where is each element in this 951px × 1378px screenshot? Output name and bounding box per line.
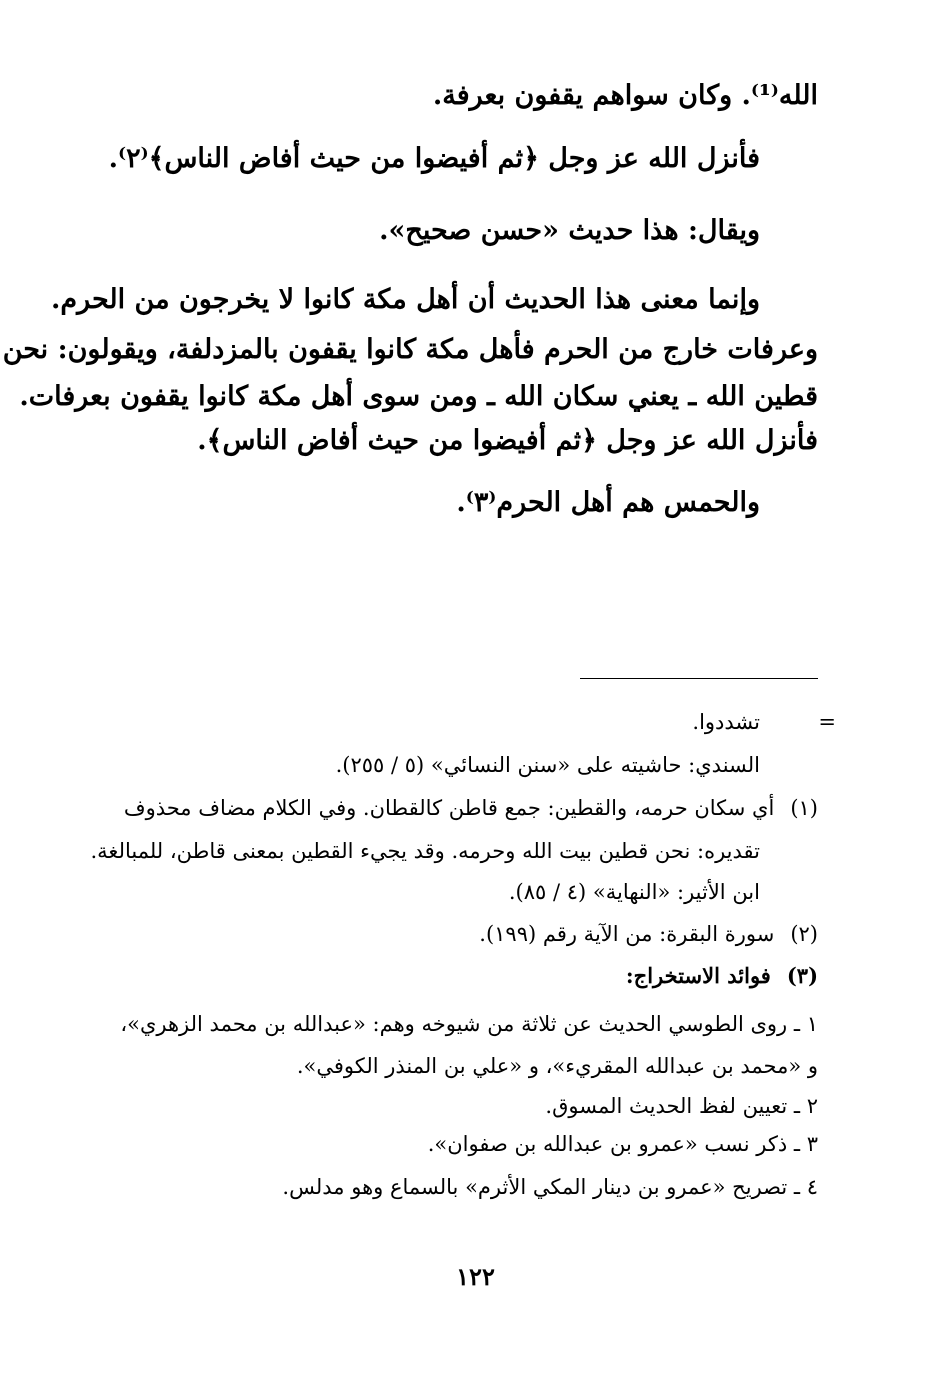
footnote-continuation-line-2: السندي: حاشيته على «سنن النسائي» (٥ / ٢٥٥).: [335, 753, 760, 777]
footnote-1-line-2: تقديره: نحن قطين بيت الله وحرمه. وقد يجيء القطين بمعنى قاطن، للمبالغة.: [90, 839, 760, 863]
footnote-3-title: فوائد الاستخراج:: [625, 963, 771, 988]
footnote-continuation-line-1: تشددوا.: [692, 710, 760, 734]
footnote-1-text: أي سكان حرمه، والقطين: جمع قاطن كالقطان. وفي الكلام مضاف محذوف: [123, 796, 775, 820]
main-text-line-1: الله⁽¹⁾. وكان سواهم يقفون بعرفة.: [432, 80, 818, 111]
extraction-benefit-3: ٣ ـ ذكر نسب «عمرو بن عبدالله بن صفوان».: [427, 1132, 818, 1156]
footnote-divider: [580, 678, 818, 679]
footnote-number-3: (٣): [786, 963, 818, 988]
footnote-3-heading: [626, 960, 818, 992]
extraction-benefit-1-line-1: ١ ـ روى الطوسي الحديث عن ثلاثة من شيوخه وهم: «عبدالله بن محمد الزهري»،: [120, 1012, 818, 1036]
extraction-benefit-2: ٢ ـ تعيين لفظ الحديث المسوق.: [545, 1094, 818, 1118]
main-text-line-7: فأنزل الله عز وجل ﴿ثم أفيضوا من حيث أفاض الناس﴾.: [197, 425, 818, 456]
main-text-line-2: فأنزل الله عز وجل ﴿ثم أفيضوا من حيث أفاض الناس﴾⁽٢⁾.: [108, 143, 760, 174]
main-text-line-5: وعرفات خارج من الحرم فأهل مكة كانوا يقفون بالمزدلفة، ويقولون: نحن: [2, 334, 818, 365]
footnote-2-text: سورة البقرة: من الآية رقم (١٩٩).: [479, 922, 775, 946]
footnote-1-line-3: ابن الأثير: «النهاية» (٤ / ٨٥).: [508, 880, 760, 904]
main-text-line-6: قطين الله ـ يعني سكان الله ـ ومن سوى أهل مكة كانوا يقفون بعرفات.: [19, 381, 818, 412]
footnote-1-line-1: [124, 792, 818, 824]
main-text-line-8: والحمس هم أهل الحرم⁽٣⁾.: [456, 487, 760, 518]
footnote-2-line: [479, 918, 818, 950]
main-text-line-4: وإنما معنى هذا الحديث أن أهل مكة كانوا لا يخرجون من الحرم.: [50, 284, 760, 315]
extraction-benefit-4: ٤ ـ تصريح «عمرو بن دينار المكي الأثرم» بالسماع وهو مدلس.: [282, 1175, 818, 1199]
page-number: ١٢٢: [456, 1262, 495, 1291]
footnote-number-1: (١): [790, 796, 818, 820]
footnote-continuation-marker: =: [818, 710, 836, 734]
main-text-line-3: ويقال: هذا حديث «حسن صحيح».: [379, 215, 760, 246]
footnote-number-2: (٢): [790, 922, 818, 946]
extraction-benefit-1-line-2: و «محمد بن عبدالله المقريء»، و «علي بن المنذر الكوفي».: [296, 1054, 818, 1078]
